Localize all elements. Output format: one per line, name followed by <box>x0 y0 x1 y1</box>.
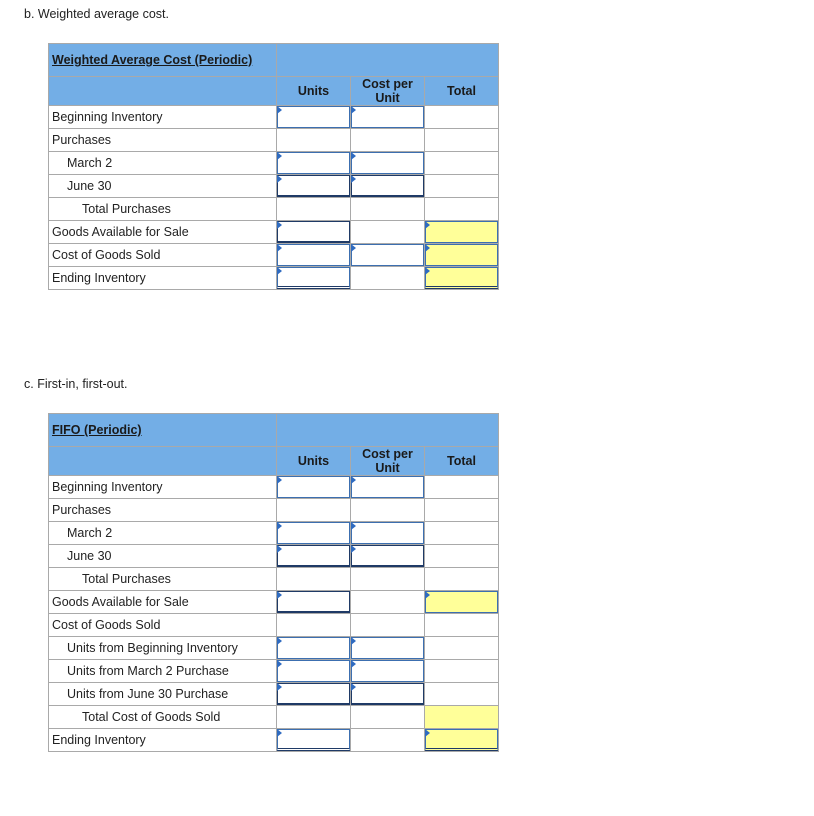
units-input[interactable] <box>277 729 350 751</box>
fifo-table <box>48 413 499 752</box>
row-label: March 2 <box>49 522 277 545</box>
input-marker-icon <box>425 244 430 252</box>
row-label: Units from Beginning Inventory <box>49 637 277 660</box>
header-blank <box>49 77 277 106</box>
col-header-cost-per-unit: Cost per Unit <box>362 447 413 475</box>
table-row <box>49 267 499 290</box>
cost-per-unit-input[interactable] <box>351 683 424 705</box>
cost-per-unit-input[interactable] <box>351 522 424 544</box>
total-input[interactable] <box>425 244 498 266</box>
input-marker-icon <box>351 660 356 668</box>
total-input[interactable] <box>425 591 498 613</box>
input-marker-icon <box>277 660 282 668</box>
cost-per-unit-input[interactable] <box>351 637 424 659</box>
col-header-cost-per-unit: Cost per Unit <box>362 77 413 105</box>
input-marker-icon <box>277 545 282 553</box>
total-cell <box>425 106 499 129</box>
row-label: Ending Inventory <box>49 729 277 752</box>
table-row <box>49 660 499 683</box>
table-title: FIFO (Periodic) <box>52 423 142 437</box>
units-input[interactable] <box>277 175 350 197</box>
row-label: Goods Available for Sale <box>49 591 277 614</box>
input-marker-icon <box>351 244 356 252</box>
table-row <box>49 152 499 175</box>
input-marker-icon <box>277 729 282 737</box>
total-input[interactable] <box>425 221 498 243</box>
input-marker-icon <box>425 221 430 229</box>
input-marker-icon <box>277 175 282 183</box>
row-label: Units from March 2 Purchase <box>49 660 277 683</box>
table-row <box>49 476 499 499</box>
input-marker-icon <box>351 637 356 645</box>
cost-per-unit-input[interactable] <box>351 106 424 128</box>
row-label: Cost of Goods Sold <box>49 614 277 637</box>
row-label: Cost of Goods Sold <box>49 244 277 267</box>
units-input[interactable] <box>277 591 350 613</box>
cost-per-unit-input[interactable] <box>351 244 424 266</box>
cost-per-unit-input[interactable] <box>351 175 424 197</box>
units-input[interactable] <box>277 660 350 682</box>
row-label: Beginning Inventory <box>49 476 277 499</box>
units-input[interactable] <box>277 476 350 498</box>
units-input[interactable] <box>277 522 350 544</box>
row-label: March 2 <box>49 152 277 175</box>
table-row <box>49 499 499 522</box>
input-marker-icon <box>351 683 356 691</box>
cost-per-unit-input[interactable] <box>351 545 424 567</box>
units-input[interactable] <box>277 267 350 289</box>
input-marker-icon <box>277 106 282 114</box>
part-c-label: c. First-in, first-out. <box>24 377 128 391</box>
input-marker-icon <box>277 637 282 645</box>
row-label: Goods Available for Sale <box>49 221 277 244</box>
row-label: June 30 <box>49 545 277 568</box>
col-header-total: Total <box>447 454 476 468</box>
table-row <box>49 729 499 752</box>
table-title-cell <box>49 44 277 77</box>
col-header-units: Units <box>297 454 330 468</box>
table-row <box>49 175 499 198</box>
input-marker-icon <box>277 476 282 484</box>
units-input[interactable] <box>277 106 350 128</box>
input-marker-icon <box>425 729 430 737</box>
units-input[interactable] <box>277 244 350 266</box>
total-cell <box>425 706 499 729</box>
header-blank <box>49 447 277 476</box>
units-input[interactable] <box>277 545 350 567</box>
input-marker-icon <box>277 267 282 275</box>
total-input[interactable] <box>425 729 498 751</box>
cost-per-unit-input[interactable] <box>351 152 424 174</box>
units-input[interactable] <box>277 152 350 174</box>
table-title: Weighted Average Cost (Periodic) <box>52 53 253 67</box>
weighted-average-table <box>48 43 499 290</box>
row-label: Ending Inventory <box>49 267 277 290</box>
input-marker-icon <box>351 545 356 553</box>
input-marker-icon <box>425 591 430 599</box>
input-marker-icon <box>351 175 356 183</box>
cost-per-unit-input[interactable] <box>351 660 424 682</box>
input-marker-icon <box>277 591 282 599</box>
table-row <box>49 221 499 244</box>
table-row <box>49 706 499 729</box>
col-header-total: Total <box>447 84 476 98</box>
table-row <box>49 683 499 706</box>
part-b-label: b. Weighted average cost. <box>24 7 169 21</box>
input-marker-icon <box>425 267 430 275</box>
units-input[interactable] <box>277 637 350 659</box>
row-label: Purchases <box>49 499 277 522</box>
units-input[interactable] <box>277 221 350 243</box>
input-marker-icon <box>277 244 282 252</box>
table-row <box>49 244 499 267</box>
row-label: June 30 <box>49 175 277 198</box>
total-input[interactable] <box>425 267 498 289</box>
row-label: Total Cost of Goods Sold <box>49 706 277 729</box>
row-label: Total Purchases <box>49 198 277 221</box>
input-marker-icon <box>351 106 356 114</box>
input-marker-icon <box>277 152 282 160</box>
table-row <box>49 568 499 591</box>
row-label: Total Purchases <box>49 568 277 591</box>
input-marker-icon <box>351 476 356 484</box>
input-marker-icon <box>351 152 356 160</box>
input-marker-icon <box>277 522 282 530</box>
table-row <box>49 198 499 221</box>
table-row <box>49 591 499 614</box>
table-row <box>49 106 499 129</box>
col-header-units: Units <box>297 84 330 98</box>
table-row <box>49 129 499 152</box>
row-label: Beginning Inventory <box>49 106 277 129</box>
header-blank <box>277 414 499 447</box>
row-label: Purchases <box>49 129 277 152</box>
input-marker-icon <box>277 683 282 691</box>
header-blank <box>277 44 499 77</box>
row-label: Units from June 30 Purchase <box>49 683 277 706</box>
table-title-cell <box>49 414 277 447</box>
table-row <box>49 522 499 545</box>
table-row <box>49 545 499 568</box>
input-marker-icon <box>351 522 356 530</box>
cost-per-unit-input[interactable] <box>351 476 424 498</box>
table-row <box>49 614 499 637</box>
table-row <box>49 637 499 660</box>
units-input[interactable] <box>277 683 350 705</box>
input-marker-icon <box>277 221 282 229</box>
